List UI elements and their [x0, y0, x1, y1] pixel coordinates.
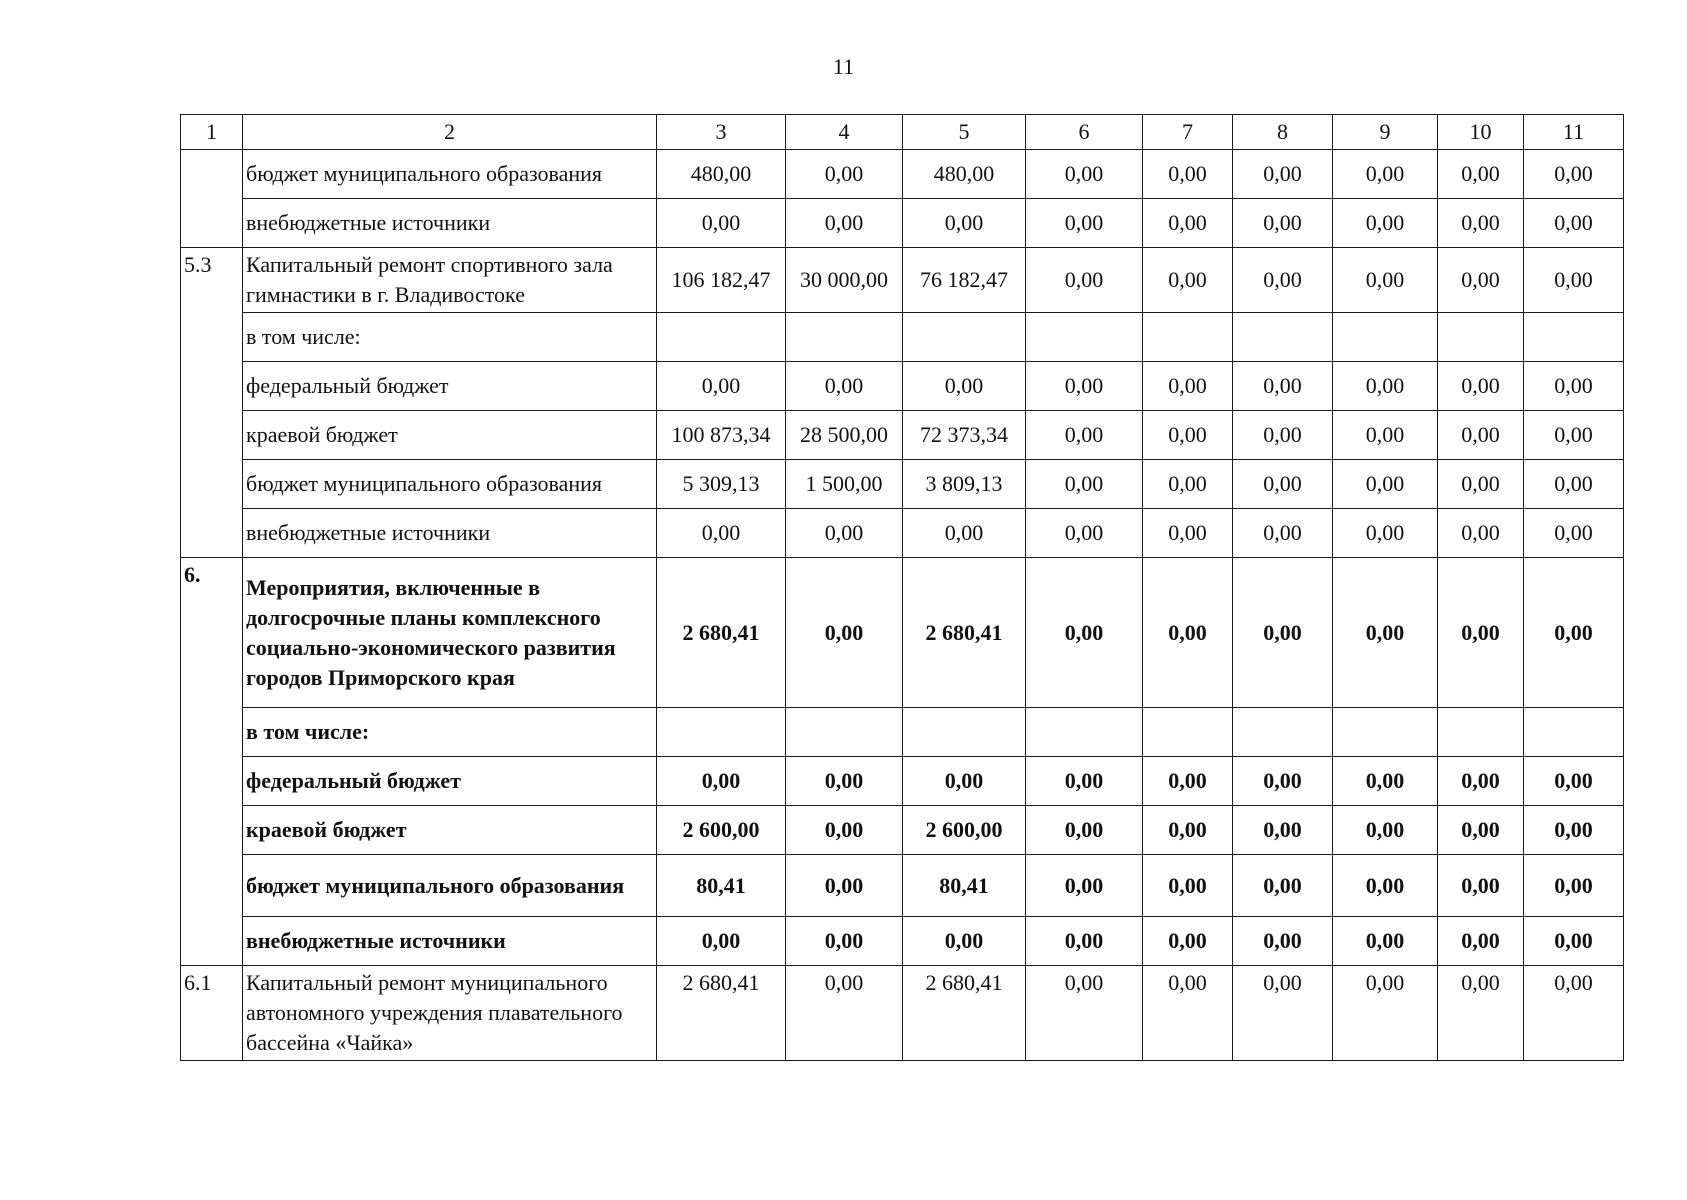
value-cell: 0,00 [1438, 199, 1524, 248]
value-cell: 0,00 [1143, 966, 1233, 1061]
value-cell: 76 182,47 [903, 248, 1026, 313]
table-row [181, 460, 1624, 509]
row-name: Капитальный ремонт муниципального автономного учреждения плавательного бассейна «Чайка» [243, 966, 657, 1061]
value-cell: 0,00 [786, 362, 903, 411]
table-row [181, 708, 1624, 757]
value-cell: 0,00 [786, 757, 903, 806]
budget-table [180, 114, 1624, 1061]
value-cell: 0,00 [1143, 460, 1233, 509]
header-cell: 7 [1143, 115, 1233, 150]
value-cell: 0,00 [1438, 806, 1524, 855]
row-name: бюджет муниципального образования [243, 855, 657, 917]
row-code: 6. [181, 558, 243, 966]
value-cell: 2 600,00 [657, 806, 786, 855]
value-cell: 0,00 [1143, 248, 1233, 313]
header-row [181, 115, 1624, 150]
value-cell [657, 708, 786, 757]
value-cell: 0,00 [1524, 362, 1624, 411]
table-row [181, 806, 1624, 855]
header-cell: 9 [1333, 115, 1438, 150]
value-cell: 0,00 [1026, 150, 1143, 199]
value-cell: 0,00 [1333, 558, 1438, 708]
table-row [181, 855, 1624, 917]
row-name: федеральный бюджет [243, 757, 657, 806]
row-code: 6.1 [181, 966, 243, 1061]
value-cell: 0,00 [1026, 199, 1143, 248]
value-cell: 2 680,41 [903, 558, 1026, 708]
value-cell: 0,00 [1438, 558, 1524, 708]
value-cell [1233, 313, 1333, 362]
value-cell: 0,00 [1143, 855, 1233, 917]
table-row [181, 313, 1624, 362]
value-cell: 0,00 [786, 917, 903, 966]
value-cell: 0,00 [657, 757, 786, 806]
value-cell: 0,00 [903, 362, 1026, 411]
value-cell [1143, 313, 1233, 362]
value-cell: 0,00 [1333, 150, 1438, 199]
value-cell: 0,00 [1438, 411, 1524, 460]
value-cell [903, 708, 1026, 757]
value-cell: 0,00 [1233, 757, 1333, 806]
value-cell: 0,00 [1233, 248, 1333, 313]
value-cell [1333, 708, 1438, 757]
value-cell: 2 680,41 [657, 558, 786, 708]
row-name: бюджет муниципального образования [243, 460, 657, 509]
value-cell: 0,00 [1524, 757, 1624, 806]
table-row [181, 558, 1624, 708]
value-cell: 0,00 [1524, 248, 1624, 313]
value-cell: 0,00 [1438, 362, 1524, 411]
value-cell: 0,00 [657, 917, 786, 966]
value-cell: 0,00 [1333, 757, 1438, 806]
value-cell: 0,00 [1026, 558, 1143, 708]
value-cell: 0,00 [1233, 917, 1333, 966]
value-cell: 0,00 [1524, 411, 1624, 460]
value-cell: 0,00 [657, 199, 786, 248]
row-code: 5.3 [181, 248, 243, 558]
value-cell: 0,00 [1233, 411, 1333, 460]
value-cell [1333, 313, 1438, 362]
value-cell: 0,00 [1524, 966, 1624, 1061]
row-name: бюджет муниципального образования [243, 150, 657, 199]
header-cell: 4 [786, 115, 903, 150]
row-name: краевой бюджет [243, 806, 657, 855]
value-cell: 0,00 [1233, 362, 1333, 411]
value-cell: 2 680,41 [903, 966, 1026, 1061]
value-cell: 0,00 [1143, 362, 1233, 411]
value-cell [1524, 708, 1624, 757]
value-cell: 0,00 [1438, 966, 1524, 1061]
value-cell: 0,00 [1333, 917, 1438, 966]
value-cell: 0,00 [1438, 757, 1524, 806]
value-cell: 0,00 [1438, 917, 1524, 966]
row-code [181, 150, 243, 248]
value-cell: 0,00 [1524, 806, 1624, 855]
value-cell: 0,00 [903, 509, 1026, 558]
value-cell: 0,00 [1233, 855, 1333, 917]
value-cell: 100 873,34 [657, 411, 786, 460]
header-cell: 5 [903, 115, 1026, 150]
value-cell: 0,00 [1143, 199, 1233, 248]
value-cell: 0,00 [1438, 248, 1524, 313]
value-cell: 0,00 [1333, 248, 1438, 313]
row-name: краевой бюджет [243, 411, 657, 460]
value-cell: 0,00 [1143, 411, 1233, 460]
value-cell: 0,00 [786, 855, 903, 917]
table-row [181, 917, 1624, 966]
value-cell: 0,00 [1438, 509, 1524, 558]
row-name: Капитальный ремонт спортивного зала гимнастики в г. Владивостоке [243, 248, 657, 313]
value-cell: 0,00 [1524, 917, 1624, 966]
value-cell: 0,00 [1143, 509, 1233, 558]
table-row [181, 757, 1624, 806]
value-cell: 0,00 [1026, 806, 1143, 855]
header-cell: 11 [1524, 115, 1624, 150]
value-cell: 2 600,00 [903, 806, 1026, 855]
value-cell: 72 373,34 [903, 411, 1026, 460]
value-cell: 0,00 [1438, 150, 1524, 199]
value-cell: 0,00 [657, 509, 786, 558]
table-row [181, 411, 1624, 460]
value-cell: 0,00 [1333, 199, 1438, 248]
value-cell: 0,00 [1233, 150, 1333, 199]
value-cell: 0,00 [1524, 855, 1624, 917]
value-cell: 80,41 [903, 855, 1026, 917]
value-cell: 0,00 [786, 558, 903, 708]
value-cell [1438, 313, 1524, 362]
row-name: внебюджетные источники [243, 509, 657, 558]
value-cell: 28 500,00 [786, 411, 903, 460]
value-cell: 0,00 [1333, 411, 1438, 460]
value-cell: 0,00 [1143, 917, 1233, 966]
value-cell: 0,00 [786, 509, 903, 558]
value-cell: 0,00 [786, 150, 903, 199]
table-row [181, 362, 1624, 411]
header-cell: 8 [1233, 115, 1333, 150]
value-cell: 0,00 [1333, 509, 1438, 558]
value-cell: 0,00 [1026, 411, 1143, 460]
value-cell: 0,00 [1026, 757, 1143, 806]
value-cell: 0,00 [1333, 855, 1438, 917]
table-row [181, 248, 1624, 313]
value-cell: 0,00 [1026, 362, 1143, 411]
value-cell: 0,00 [1026, 460, 1143, 509]
value-cell: 30 000,00 [786, 248, 903, 313]
value-cell: 0,00 [1438, 855, 1524, 917]
value-cell: 0,00 [786, 806, 903, 855]
value-cell [1524, 313, 1624, 362]
header-cell: 6 [1026, 115, 1143, 150]
value-cell: 0,00 [1233, 460, 1333, 509]
header-cell: 1 [181, 115, 243, 150]
value-cell: 5 309,13 [657, 460, 786, 509]
value-cell: 0,00 [1233, 199, 1333, 248]
value-cell: 0,00 [1026, 248, 1143, 313]
value-cell [1026, 708, 1143, 757]
value-cell: 0,00 [1143, 757, 1233, 806]
value-cell: 0,00 [903, 757, 1026, 806]
value-cell: 0,00 [1026, 966, 1143, 1061]
value-cell: 1 500,00 [786, 460, 903, 509]
table-row [181, 199, 1624, 248]
table-row [181, 150, 1624, 199]
value-cell: 0,00 [1233, 558, 1333, 708]
row-name: в том числе: [243, 708, 657, 757]
value-cell: 0,00 [1233, 509, 1333, 558]
value-cell: 0,00 [903, 917, 1026, 966]
header-cell: 2 [243, 115, 657, 150]
value-cell: 0,00 [1143, 558, 1233, 708]
value-cell [786, 313, 903, 362]
row-name: федеральный бюджет [243, 362, 657, 411]
value-cell [1143, 708, 1233, 757]
value-cell: 0,00 [1524, 558, 1624, 708]
header-cell: 10 [1438, 115, 1524, 150]
value-cell: 480,00 [903, 150, 1026, 199]
value-cell: 0,00 [786, 966, 903, 1061]
value-cell: 0,00 [1524, 150, 1624, 199]
header-cell: 3 [657, 115, 786, 150]
value-cell: 0,00 [1143, 806, 1233, 855]
value-cell: 80,41 [657, 855, 786, 917]
value-cell [1438, 708, 1524, 757]
value-cell: 0,00 [1143, 150, 1233, 199]
value-cell: 0,00 [1333, 362, 1438, 411]
value-cell: 0,00 [1026, 509, 1143, 558]
value-cell: 0,00 [1524, 509, 1624, 558]
table-row [181, 509, 1624, 558]
value-cell [1026, 313, 1143, 362]
value-cell: 0,00 [1333, 806, 1438, 855]
row-name: внебюджетные источники [243, 917, 657, 966]
table-row [181, 966, 1624, 1061]
value-cell [1233, 708, 1333, 757]
value-cell: 2 680,41 [657, 966, 786, 1061]
value-cell: 0,00 [786, 199, 903, 248]
row-name: Мероприятия, включенные в долгосрочные планы комплексного социально-экономического развития городов Приморского края [243, 558, 657, 708]
value-cell: 3 809,13 [903, 460, 1026, 509]
value-cell: 0,00 [1524, 199, 1624, 248]
value-cell: 0,00 [903, 199, 1026, 248]
row-name: внебюджетные источники [243, 199, 657, 248]
value-cell: 0,00 [1333, 460, 1438, 509]
value-cell: 0,00 [1026, 855, 1143, 917]
value-cell: 106 182,47 [657, 248, 786, 313]
value-cell: 0,00 [1524, 460, 1624, 509]
value-cell: 480,00 [657, 150, 786, 199]
value-cell: 0,00 [657, 362, 786, 411]
value-cell: 0,00 [1438, 460, 1524, 509]
row-name: в том числе: [243, 313, 657, 362]
value-cell [903, 313, 1026, 362]
value-cell: 0,00 [1233, 966, 1333, 1061]
value-cell: 0,00 [1333, 966, 1438, 1061]
page-number: 11 [832, 54, 855, 79]
value-cell [657, 313, 786, 362]
value-cell: 0,00 [1233, 806, 1333, 855]
value-cell: 0,00 [1026, 917, 1143, 966]
value-cell [786, 708, 903, 757]
